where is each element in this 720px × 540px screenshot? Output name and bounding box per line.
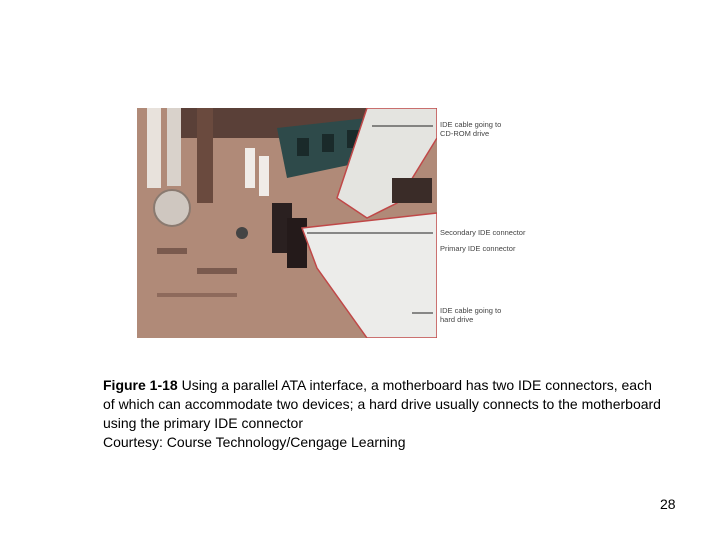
callout-line: Primary IDE connector bbox=[440, 244, 516, 253]
trace bbox=[197, 268, 237, 274]
callout-line: IDE cable going to bbox=[440, 120, 502, 129]
dimm-clip bbox=[245, 148, 255, 188]
figure-caption bbox=[103, 376, 663, 452]
caption-credit: Courtesy: Course Technology/Cengage Learning bbox=[103, 434, 406, 450]
chip bbox=[392, 178, 432, 203]
callout-hd-cable bbox=[440, 306, 501, 324]
cmos-battery bbox=[154, 190, 190, 226]
callout-cd-cable bbox=[440, 120, 501, 138]
caption-text: Using a parallel ATA interface, a motherboard has two IDE connectors, each of which can accommodate two devices; a hard drive usually connects to the motherboard using the primary IDE connector bbox=[103, 377, 661, 431]
callout-line: CD-ROM drive bbox=[440, 129, 490, 138]
motherboard-photo bbox=[137, 108, 437, 338]
motherboard-photo-graphic bbox=[137, 108, 437, 338]
trace bbox=[157, 293, 237, 297]
callout-primary-ide bbox=[440, 244, 515, 253]
component bbox=[236, 227, 248, 239]
callout-line: Secondary IDE connector bbox=[440, 228, 526, 237]
pci-slot-2 bbox=[167, 108, 181, 186]
callout-secondary-ide bbox=[440, 228, 525, 237]
pci-slot-1 bbox=[147, 108, 161, 188]
figure-label: Figure 1-18 bbox=[103, 377, 178, 393]
dimm-clip bbox=[259, 156, 269, 196]
callout-line: hard drive bbox=[440, 315, 474, 324]
ram-chip bbox=[297, 138, 309, 156]
trace bbox=[157, 248, 187, 254]
callout-line: IDE cable going to bbox=[440, 306, 502, 315]
page-number: 28 bbox=[660, 496, 676, 512]
ram-chip bbox=[322, 134, 334, 152]
primary-ide-connector bbox=[287, 218, 307, 268]
slot-dark bbox=[197, 108, 213, 203]
